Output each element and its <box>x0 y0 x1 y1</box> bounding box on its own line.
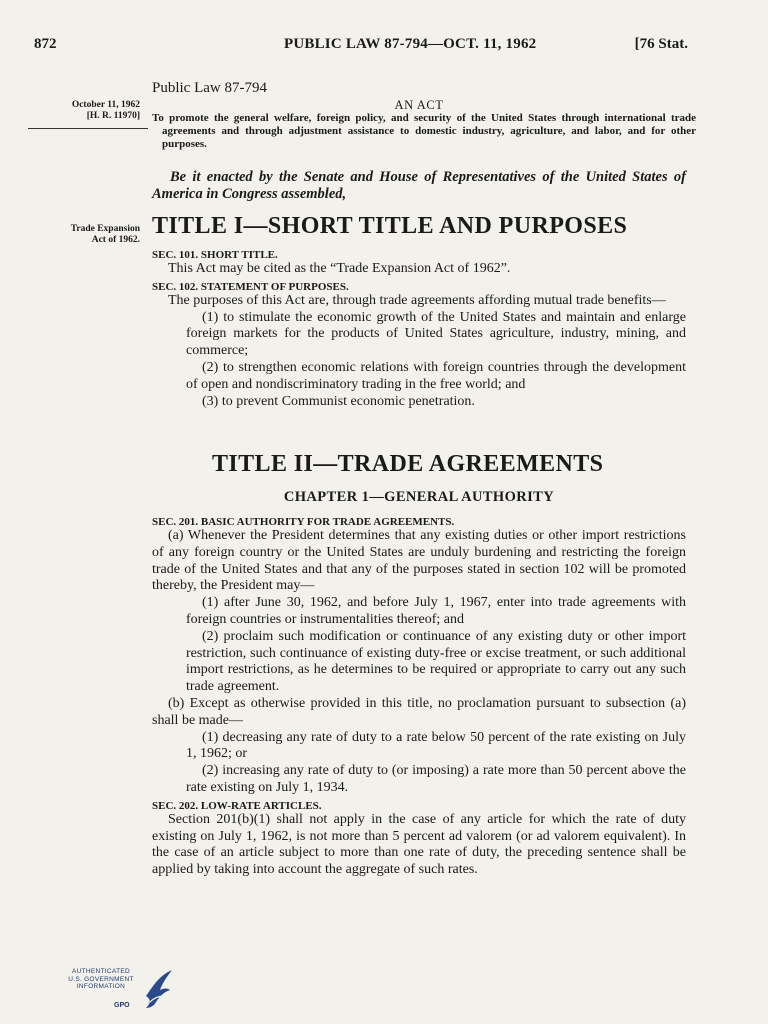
section-201-b-item: (2) increasing any rate of duty to (or imposing) a rate more than 50 percent above the rate existing on July 1, 1934. <box>186 763 686 795</box>
running-header <box>34 36 688 58</box>
title-2-body <box>152 516 686 879</box>
section-101-text: This Act may be cited as the “Trade Expansion Act of 1962”. <box>168 261 511 276</box>
margin-note-line: Act of 1962. <box>91 235 140 245</box>
section-101-heading: SEC. 101. SHORT TITLE. <box>152 249 278 261</box>
eagle-icon <box>142 966 176 1010</box>
running-title: PUBLIC LAW 87-794—OCT. 11, 1962 <box>284 36 537 52</box>
section-201-a-item: (1) after June 30, 1962, and before July 1, 1967, enter into trade agreements with foreign countries or instrumentalities thereof; and <box>186 595 686 627</box>
section-201-a-item: (2) proclaim such modification or continuance of any existing duty or other import restriction, such continuance of existing duty-free or excise treatment, or such additional import restrictions, as he determines to be required or appropriate to carry out any such trade agreement. <box>186 628 686 695</box>
section-201-b: (b) Except as otherwise provided in this title, no proclamation pursuant to subsection (a) shall be made— <box>152 695 686 728</box>
divider <box>28 128 148 129</box>
gpo-label: GPO <box>114 1002 130 1009</box>
logo-line: U.S. GOVERNMENT <box>68 975 134 983</box>
margin-note-short-title <box>28 224 140 246</box>
section-102-intro: The purposes of this Act are, through trade agreements affording mutual trade benefits— <box>168 292 666 308</box>
section-202-text: Section 201(b)(1) shall not apply in the case of any article for which the rate of duty existing on July 1, 1962, is not more than 5 percent ad valorem (or ad valorem equivalent). In the case of an article subject to more than one rate of duty, the preceding sentence shall be applied by taking into account the aggregate of such rates. <box>152 811 686 878</box>
title-1-body <box>152 249 686 410</box>
purpose-item: (2) to strengthen economic relations with foreign countries through the development of open and nondiscriminatory trading in the free world; and <box>186 359 686 392</box>
an-act-heading: AN ACT <box>394 98 444 112</box>
statute-reference: [76 Stat. <box>634 36 688 52</box>
section-102-heading: SEC. 102. STATEMENT OF PURPOSES. <box>152 280 349 293</box>
margin-note-line: Trade Expansion <box>70 224 140 234</box>
section-201-heading: SEC. 201. BASIC AUTHORITY FOR TRADE AGREEMENTS. <box>152 516 455 528</box>
logo-line: INFORMATION <box>76 983 126 990</box>
purpose-item: (1) to stimulate the economic growth of the United States and maintain and enlarge foreign markets for the products of United States agriculture, industry, mining, and commerce; <box>186 309 686 359</box>
chapter-1-heading: CHAPTER 1—GENERAL AUTHORITY <box>283 489 555 505</box>
act-purpose: To promote the general welfare, foreign policy, and security of the United States through international trade agreements and through adjustment assistance to domestic industry, agriculture, and labor, and for other purposes. <box>152 112 696 150</box>
public-law-number: Public Law 87-794 <box>152 80 267 96</box>
logo-text <box>62 968 140 991</box>
gpo-authentication-logo <box>62 966 182 1016</box>
bill-number: [H. R. 11970] <box>86 111 140 121</box>
enactment-date: October 11, 1962 <box>71 100 140 110</box>
section-201-b-item: (1) decreasing any rate of duty to a rate below 50 percent of the rate existing on July 1, 1962; or <box>186 729 686 762</box>
enacting-clause: Be it enacted by the Senate and House of Representatives of the United States of America in Congress assembled, <box>152 169 686 202</box>
margin-note-date <box>30 100 140 129</box>
title-1-heading: TITLE I—SHORT TITLE AND PURPOSES <box>152 213 628 239</box>
section-201-a: (a) Whenever the President determines that any existing duties or other import restrictions of any foreign country or the United States are unduly burdening and restricting the foreign trade of the United States and that any of the purposes stated in section 102 will be promoted thereby, the President may— <box>152 528 686 594</box>
page-number: 872 <box>34 36 57 52</box>
purpose-item: (3) to prevent Communist economic penetration. <box>202 393 475 409</box>
section-202-heading: SEC. 202. LOW-RATE ARTICLES. <box>152 799 322 812</box>
title-2-heading: TITLE II—TRADE AGREEMENTS <box>212 451 604 477</box>
logo-line: AUTHENTICATED <box>72 968 130 975</box>
